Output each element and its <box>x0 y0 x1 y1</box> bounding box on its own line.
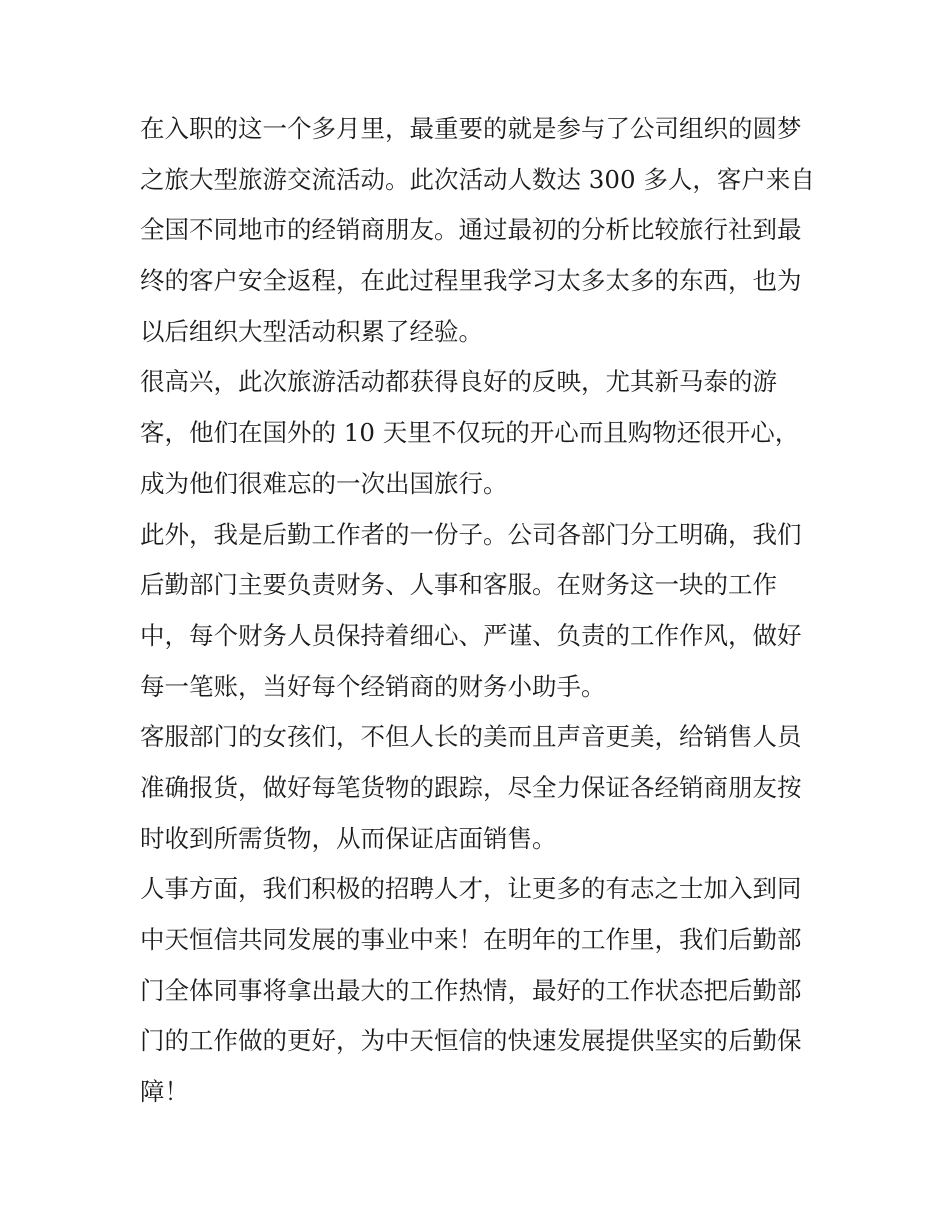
text-line: 中天恒信共同发展的事业中来！在明年的工作里，我们后勤部 <box>140 925 802 954</box>
text-line: 以后组织大型活动积累了经验。 <box>140 316 483 346</box>
paragraph-trip-feedback <box>140 357 820 509</box>
text-line: 后勤部门主要负责财务、人事和客服。在财务这一块的工作 <box>140 570 777 600</box>
text-line: 时收到所需货物，从而保证店面销售。 <box>140 823 557 853</box>
text-line: 客服部门的女孩们，不但人长的美而且声音更美，给销售人员 <box>140 722 802 752</box>
paragraph-logistics-finance <box>140 510 820 713</box>
paragraph-event-trip <box>140 104 820 357</box>
text-line: 客，他们在国外的 10 天里不仅玩的开心而且购物还很开心， <box>140 418 800 448</box>
text-line: 每一笔账，当好每个经销商的财务小助手。 <box>140 671 606 701</box>
text-line: 终的客户安全返程，在此过程里我学习太多太多的东西，也为 <box>140 266 802 296</box>
text-line: 很高兴，此次旅游活动都获得良好的反映，尤其新马泰的游 <box>140 367 777 397</box>
text-line: 成为他们很难忘的一次出国旅行。 <box>140 468 508 498</box>
document-body <box>140 104 820 1118</box>
text-line: 全国不同地市的经销商朋友。通过最初的分析比较旅行社到最 <box>140 215 802 245</box>
text-line: 门的工作做的更好，为中天恒信的快速发展提供坚实的后勤保 <box>140 1026 802 1056</box>
text-line: 准确报货，做好每笔货物的跟踪，尽全力保证各经销商朋友按 <box>140 772 802 802</box>
text-line: 门全体同事将拿出最大的工作热情，最好的工作状态把后勤部 <box>140 975 802 1005</box>
text-line: 之旅大型旅游交流活动。此次活动人数达 300 多人，客户来自 <box>140 164 815 194</box>
paragraph-human-resources <box>140 864 820 1117</box>
text-line: 人事方面，我们积极的招聘人才，让更多的有志之士加入到同 <box>140 874 802 904</box>
text-line: 此外，我是后勤工作者的一份子。公司各部门分工明确，我们 <box>140 519 802 549</box>
text-line: 中，每个财务人员保持着细心、严谨、负责的工作作风，做好 <box>140 620 802 650</box>
paragraph-customer-service <box>140 712 820 864</box>
text-line: 在入职的这一个多月里，最重要的就是参与了公司组织的圆梦 <box>140 114 802 143</box>
text-line: 障！ <box>140 1077 189 1107</box>
